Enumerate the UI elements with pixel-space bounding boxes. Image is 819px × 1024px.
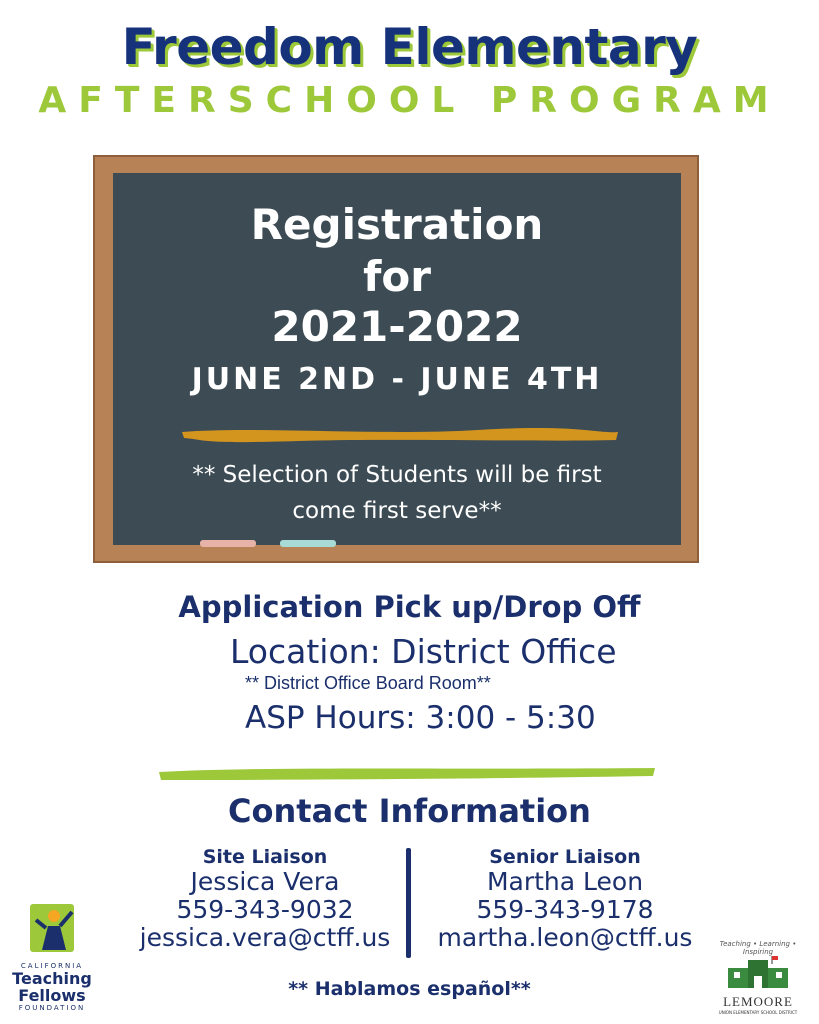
ctf-logo-line1: Teaching [12, 969, 92, 988]
teal-chalk [280, 540, 336, 547]
site-liaison-block [130, 846, 400, 952]
location-note: ** District Office Board Room** [245, 673, 491, 693]
selection-note-line2: come first serve** [292, 498, 502, 524]
site-liaison-email: jessica.vera@ctff.us [139, 923, 391, 952]
registration-heading: Registration [250, 200, 544, 249]
asp-hours: ASP Hours: 3:00 - 5:30 [245, 700, 596, 736]
registration-dates: JUNE 2ND - JUNE 4TH [191, 362, 603, 397]
location-text: Location: District Office [230, 632, 617, 671]
school-building-icon [722, 956, 794, 990]
ctf-logo-icon [28, 900, 76, 956]
senior-liaison-phone: 559-343-9178 [476, 895, 654, 924]
contact-divider [406, 848, 411, 958]
lemoore-district: UNION ELEMENTARY SCHOOL DISTRICT [718, 1010, 798, 1015]
senior-liaison-block [425, 846, 705, 952]
registration-for: for [363, 252, 431, 301]
senior-liaison-role: Senior Liaison [489, 846, 641, 868]
ctf-logo-line2: Fellows [18, 986, 86, 1005]
ctf-logo-text [12, 962, 92, 1012]
lemoore-name: LEMOORE [723, 994, 793, 1009]
lemoore-tagline: Teaching • Learning • Inspiring [719, 940, 797, 956]
page-subtitle: AFTERSCHOOL PROGRAM [38, 80, 781, 121]
ctf-logo-top: CALIFORNIA [20, 962, 84, 970]
ctf-logo-bottom: FOUNDATION [18, 1004, 86, 1012]
site-liaison-name: Jessica Vera [190, 867, 340, 896]
senior-liaison-name: Martha Leon [486, 867, 644, 896]
contact-heading: Contact Information [228, 792, 591, 830]
lemoore-logo [712, 940, 804, 1015]
site-liaison-role: Site Liaison [202, 846, 328, 868]
gold-underline [178, 420, 623, 446]
language-note: ** Hablamos español** [288, 978, 531, 1000]
registration-year: 2021-2022 [271, 302, 523, 351]
site-liaison-phone: 559-343-9032 [176, 895, 354, 924]
application-heading: Application Pick up/Drop Off [178, 590, 641, 624]
page-title: Freedom Elementary [121, 18, 698, 76]
selection-note-line1: ** Selection of Students will be first [192, 462, 602, 488]
green-brush-divider [155, 762, 660, 784]
senior-liaison-email: martha.leon@ctff.us [437, 923, 693, 952]
pink-chalk [200, 540, 256, 547]
